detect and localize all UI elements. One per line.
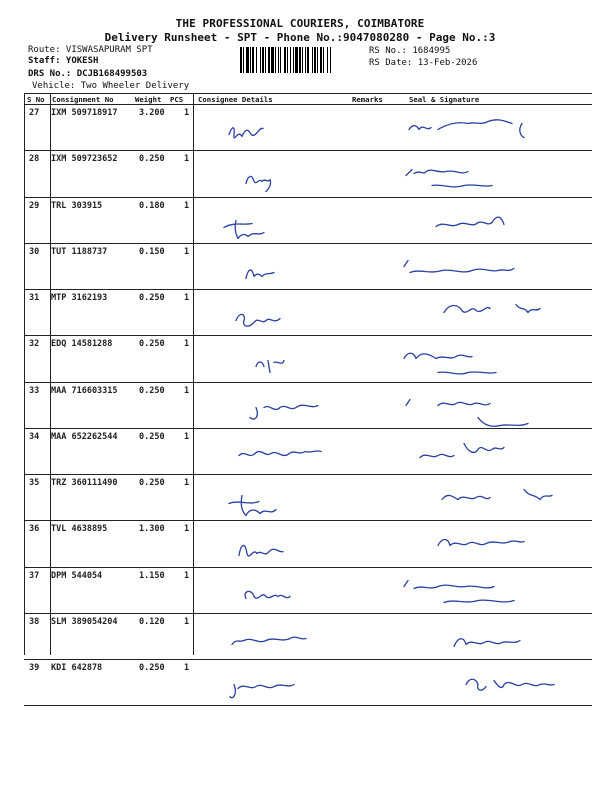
barcode-bar xyxy=(265,47,266,73)
table-row xyxy=(24,243,592,289)
col-consignee: Consignee Details xyxy=(198,95,273,104)
row-sno: 35 xyxy=(29,478,40,488)
row-pcs: 1 xyxy=(184,293,190,303)
barcode-bar xyxy=(293,47,294,73)
handwritten-consignee-name xyxy=(229,128,263,138)
row-weight: 0.120 xyxy=(139,616,165,627)
table-row xyxy=(24,104,592,150)
barcode-bar xyxy=(256,47,257,73)
barcode-bar xyxy=(262,47,264,73)
row-weight: 0.250 xyxy=(139,385,165,396)
barcode-bar xyxy=(330,47,331,73)
handwritten-consignee-name xyxy=(246,177,271,192)
row-pcs: 1 xyxy=(184,200,190,211)
barcode-bar xyxy=(268,47,270,73)
col-weight: Weight xyxy=(135,95,162,104)
row-weight: 0.150 xyxy=(139,246,165,257)
barcode-bar xyxy=(302,47,303,73)
staff-label: Staff: YOKESH xyxy=(28,56,99,66)
row-consignment-no: TRL 303915 xyxy=(51,200,103,211)
handwritten-signature xyxy=(404,580,514,602)
handwritten-consignee-name xyxy=(256,361,284,373)
col-consignment: Consignment No xyxy=(52,95,114,104)
row-pcs: 1 xyxy=(184,570,190,581)
row-weight: 0.250 xyxy=(139,431,165,442)
row-pcs: 1 xyxy=(184,108,190,118)
row-weight: 0.250 xyxy=(139,339,165,350)
handwritten-entries xyxy=(24,659,592,716)
row-sno: 36 xyxy=(29,524,40,535)
row-sno: 39 xyxy=(29,663,40,673)
row-sno: 31 xyxy=(29,293,40,303)
row-pcs: 1 xyxy=(184,616,190,627)
row-consignment-no: EDQ 14581288 xyxy=(51,339,113,350)
table-row xyxy=(24,335,592,381)
barcode-bar xyxy=(317,47,318,73)
handwritten-consignee-name xyxy=(239,546,283,557)
row-weight: 0.250 xyxy=(139,663,165,673)
row-divider xyxy=(24,705,592,706)
row-consignment-no: SLM 389054204 xyxy=(51,616,118,627)
runsheet-subtitle: Delivery Runsheet - SPT - Phone No.:9047080280 - Page No.:3 xyxy=(104,31,496,44)
row-consignment-no: IXM 509723652 xyxy=(51,154,118,165)
row-consignment-no: DPM 544054 xyxy=(51,570,103,581)
table-row xyxy=(24,289,592,335)
row-weight: 0.250 xyxy=(139,293,165,303)
row-consignment-no: IXM 509718917 xyxy=(51,108,118,118)
row-consignment-no: TVL 4638895 xyxy=(51,524,108,535)
barcode-bar xyxy=(299,47,301,73)
row-weight: 0.250 xyxy=(139,154,165,165)
barcode-bar xyxy=(278,47,279,73)
row-sno: 34 xyxy=(29,431,40,442)
barcode-bar xyxy=(323,47,324,73)
handwritten-signature xyxy=(406,170,492,187)
row-consignment-no: MAA 716603315 xyxy=(51,385,118,396)
barcode-bar xyxy=(314,47,316,73)
barcode-bar xyxy=(287,47,288,73)
row-sno: 27 xyxy=(29,108,40,118)
row-pcs: 1 xyxy=(184,478,190,488)
handwritten-consignee-name xyxy=(229,496,276,516)
handwritten-signature xyxy=(404,260,514,272)
handwritten-signature xyxy=(442,490,552,500)
table-row xyxy=(24,428,592,474)
barcode-bar xyxy=(246,47,249,73)
handwritten-consignee-name xyxy=(224,220,264,238)
barcode-bar xyxy=(312,47,313,73)
col-pcs: PCS xyxy=(170,95,184,104)
table-row xyxy=(24,520,592,566)
barcode-bar xyxy=(250,47,251,73)
handwritten-signature xyxy=(454,638,520,646)
row-consignment-no: KDI 642878 xyxy=(51,663,103,673)
table-row xyxy=(24,613,592,659)
barcode-bar xyxy=(280,47,281,73)
row-consignment-no: MAA 652262544 xyxy=(51,431,118,442)
row-consignment-no: TRZ 360111490 xyxy=(51,478,118,488)
row-pcs: 1 xyxy=(184,431,190,442)
row-weight: 3.200 xyxy=(139,108,165,118)
col-sno: S No xyxy=(27,95,45,104)
row-pcs: 1 xyxy=(184,154,190,165)
table-row xyxy=(24,659,592,705)
handwritten-signature xyxy=(438,540,524,546)
drs-number: DRS No.: DCJB168499503 xyxy=(28,69,148,79)
table-row xyxy=(24,474,592,520)
table-row xyxy=(24,567,592,613)
handwritten-signature xyxy=(406,399,528,426)
handwritten-signature xyxy=(409,120,524,138)
row-sno: 29 xyxy=(29,200,40,211)
table-row xyxy=(24,382,592,428)
barcode-bar xyxy=(320,47,322,73)
barcode-image xyxy=(240,47,365,73)
rs-date: RS Date: 13-Feb-2026 xyxy=(369,58,478,68)
company-title: THE PROFESSIONAL COURIERS, COIMBATORE xyxy=(175,17,425,30)
barcode-bar xyxy=(307,47,309,73)
table-top-border xyxy=(24,93,592,94)
barcode-bar xyxy=(275,47,276,73)
row-consignment-no: MTP 3162193 xyxy=(51,293,108,303)
handwritten-consignee-name xyxy=(250,405,318,419)
route-label: Route: VISWASAPURAM SPT xyxy=(28,45,153,55)
row-consignment-no: TUT 1188737 xyxy=(51,246,108,257)
row-weight: 1.300 xyxy=(139,524,165,535)
handwritten-signature xyxy=(420,443,504,457)
barcode-bar xyxy=(295,47,298,73)
handwritten-consignee-name xyxy=(239,451,321,456)
row-pcs: 1 xyxy=(184,246,190,257)
handwritten-signature xyxy=(466,679,554,690)
vehicle-label: Vehicle: Two Wheeler Delivery xyxy=(32,81,190,91)
barcode-bar xyxy=(252,47,254,73)
barcode-bar xyxy=(271,47,274,73)
row-sno: 30 xyxy=(29,246,40,257)
col-remarks: Remarks xyxy=(352,95,383,104)
row-weight: 0.250 xyxy=(139,478,165,488)
row-weight: 1.150 xyxy=(139,570,165,581)
row-weight: 0.180 xyxy=(139,200,165,211)
barcode-bar xyxy=(290,47,291,73)
row-sno: 28 xyxy=(29,154,40,165)
row-sno: 38 xyxy=(29,616,40,627)
row-sno: 37 xyxy=(29,570,40,581)
table-row xyxy=(24,150,592,196)
col-seal-signature: Seal & Signature xyxy=(409,95,480,104)
handwritten-consignee-name xyxy=(230,685,294,698)
row-pcs: 1 xyxy=(184,524,190,535)
barcode-bar xyxy=(327,47,328,73)
rs-number: RS No.: 1684995 xyxy=(369,46,451,56)
row-sno: 33 xyxy=(29,385,40,396)
handwritten-signature xyxy=(444,305,540,313)
handwritten-signature xyxy=(436,217,504,226)
barcode-bar xyxy=(284,47,286,73)
barcode-bar xyxy=(260,47,261,73)
barcode-bar xyxy=(305,47,306,73)
barcode-bar xyxy=(243,47,244,73)
row-pcs: 1 xyxy=(184,385,190,396)
handwritten-consignee-name xyxy=(232,637,306,644)
handwritten-consignee-name xyxy=(246,270,274,279)
row-sno: 32 xyxy=(29,339,40,350)
row-pcs: 1 xyxy=(184,339,190,350)
handwritten-consignee-name xyxy=(236,314,280,326)
table-row xyxy=(24,197,592,243)
handwritten-consignee-name xyxy=(245,591,290,598)
barcode-bar xyxy=(240,47,242,73)
row-pcs: 1 xyxy=(184,663,190,673)
handwritten-signature xyxy=(404,353,496,374)
